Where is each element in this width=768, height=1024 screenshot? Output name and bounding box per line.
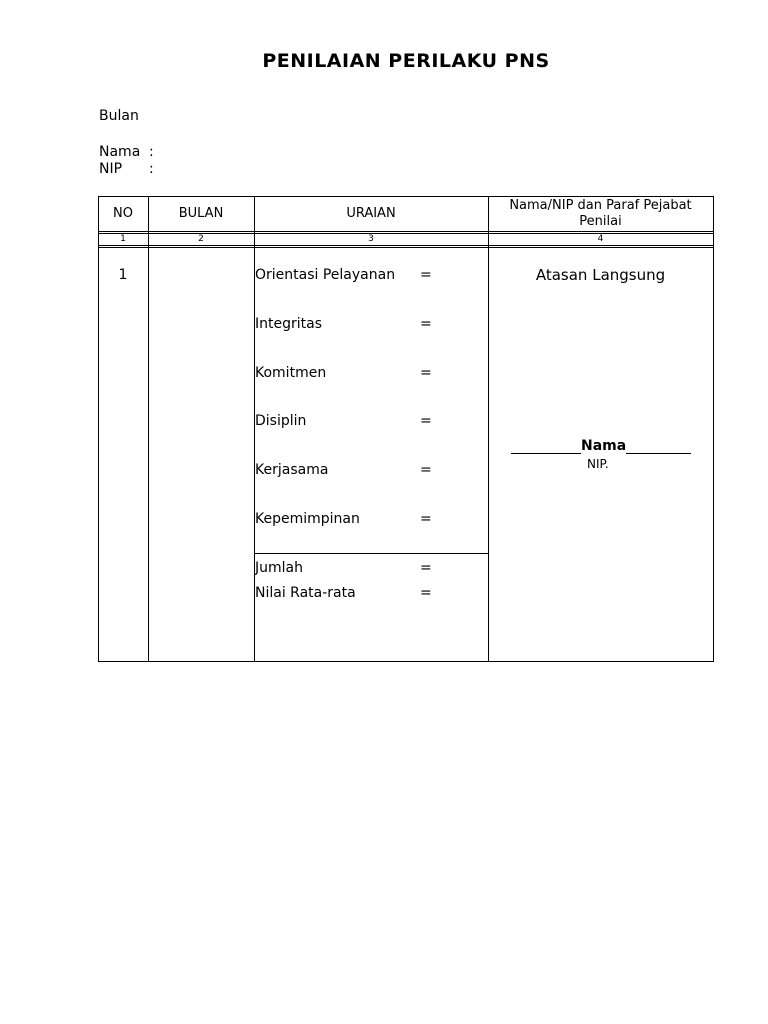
equals-sign: = (420, 560, 432, 576)
criterion-komitmen: Komitmen (255, 365, 327, 381)
total-jumlah: Jumlah (255, 560, 303, 576)
signer-nip: NIP. (587, 457, 609, 471)
nip-colon: : (149, 161, 154, 177)
col-number-2: 2 (198, 234, 204, 244)
criterion-kepemimpinan: Kepemimpinan (255, 511, 360, 527)
signer-name: Nama (581, 438, 627, 454)
equals-sign: = (420, 585, 432, 601)
equals-sign: = (420, 365, 432, 381)
col-number-4: 4 (597, 234, 604, 244)
header-pejabat-line2: Penilai (579, 214, 622, 229)
total-nilai-rata-rata: Nilai Rata-rata (255, 585, 356, 601)
col-number-1: 1 (120, 234, 126, 244)
equals-sign: = (420, 413, 432, 429)
page-title: PENILAIAN PERILAKU PNS (262, 50, 550, 72)
signature-line-right (626, 453, 691, 454)
header-no: NO (113, 206, 133, 221)
row-number: 1 (118, 267, 128, 283)
signature-line-left (511, 453, 581, 454)
equals-sign: = (420, 267, 432, 283)
month-label: Bulan (99, 108, 139, 124)
name-colon: : (149, 144, 154, 160)
equals-sign: = (420, 316, 432, 332)
header-uraian: URAIAN (346, 206, 396, 221)
criterion-orientasi-pelayanan: Orientasi Pelayanan (255, 267, 396, 283)
criterion-disiplin: Disiplin (255, 413, 307, 429)
header-pejabat-line1: Nama/NIP dan Paraf Pejabat (509, 198, 692, 213)
name-label: Nama (99, 144, 141, 160)
header-bulan: BULAN (178, 206, 224, 221)
col-number-3: 3 (368, 234, 374, 244)
equals-sign: = (420, 462, 432, 478)
nip-label: NIP (99, 161, 123, 177)
criterion-integritas: Integritas (255, 316, 322, 332)
equals-sign: = (420, 511, 432, 527)
signer-title: Atasan Langsung (535, 266, 666, 284)
criterion-kerjasama: Kerjasama (255, 462, 329, 478)
